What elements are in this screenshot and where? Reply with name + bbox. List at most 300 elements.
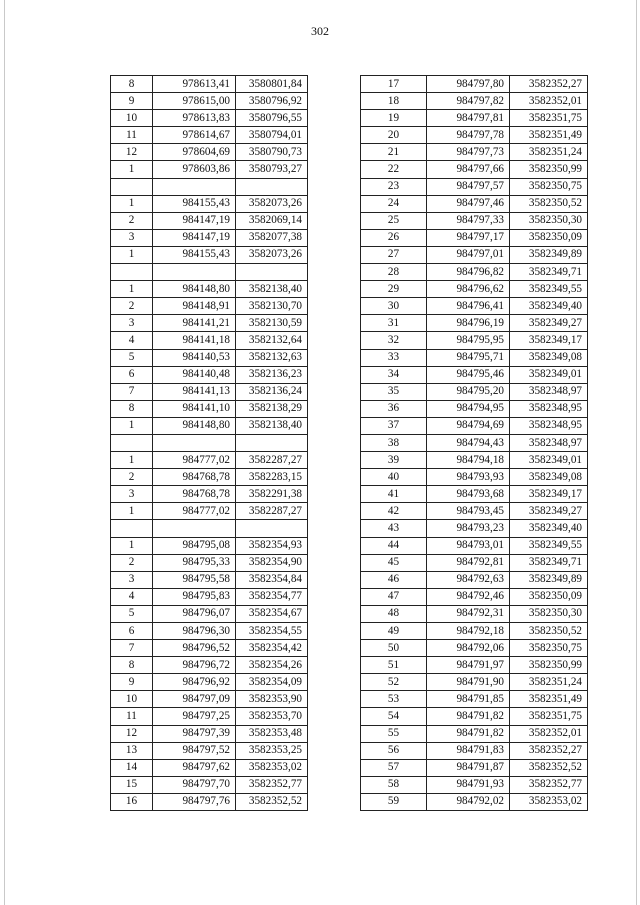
point-number-cell: 3 bbox=[111, 486, 153, 503]
y-coordinate-cell: 3582349,08 bbox=[510, 349, 588, 366]
y-coordinate-cell: 3582069,14 bbox=[236, 212, 308, 229]
x-coordinate-cell: 984140,48 bbox=[153, 366, 236, 383]
point-number-cell: 54 bbox=[361, 708, 427, 725]
x-coordinate-cell: 978613,83 bbox=[153, 110, 236, 127]
table-row bbox=[111, 571, 308, 588]
y-coordinate-cell: 3582349,27 bbox=[510, 315, 588, 332]
point-number-cell: 12 bbox=[111, 725, 153, 742]
y-coordinate-cell: 3582354,84 bbox=[236, 571, 308, 588]
y-coordinate-cell: 3582354,77 bbox=[236, 588, 308, 605]
y-coordinate-cell: 3582073,26 bbox=[236, 195, 308, 212]
x-coordinate-cell: 984797,73 bbox=[427, 144, 510, 161]
y-coordinate-cell: 3582351,24 bbox=[510, 674, 588, 691]
point-number-cell: 2 bbox=[111, 554, 153, 571]
x-coordinate-cell: 984792,18 bbox=[427, 623, 510, 640]
point-number-cell: 13 bbox=[111, 742, 153, 759]
table-row bbox=[361, 486, 588, 503]
point-number-cell: 4 bbox=[111, 588, 153, 605]
point-number-cell: 19 bbox=[361, 110, 427, 127]
table-row bbox=[111, 315, 308, 332]
table-row bbox=[111, 657, 308, 674]
x-coordinate-cell: 984792,31 bbox=[427, 605, 510, 622]
table-row bbox=[361, 708, 588, 725]
x-coordinate-cell: 984796,82 bbox=[427, 264, 510, 281]
point-number-cell: 6 bbox=[111, 366, 153, 383]
x-coordinate-cell: 984796,30 bbox=[153, 623, 236, 640]
point-number-cell: 39 bbox=[361, 452, 427, 469]
point-number-cell bbox=[111, 520, 153, 537]
y-coordinate-cell: 3582291,38 bbox=[236, 486, 308, 503]
point-number-cell: 38 bbox=[361, 434, 427, 451]
table-row bbox=[111, 127, 308, 144]
x-coordinate-cell: 984796,19 bbox=[427, 315, 510, 332]
x-coordinate-cell: 984797,01 bbox=[427, 246, 510, 263]
y-coordinate-cell: 3582352,77 bbox=[236, 776, 308, 793]
point-number-cell: 36 bbox=[361, 400, 427, 417]
y-coordinate-cell: 3582132,64 bbox=[236, 332, 308, 349]
table-row bbox=[361, 212, 588, 229]
point-number-cell: 3 bbox=[111, 571, 153, 588]
table-row bbox=[111, 725, 308, 742]
table-row bbox=[111, 195, 308, 212]
x-coordinate-cell: 978604,69 bbox=[153, 144, 236, 161]
y-coordinate-cell: 3582138,40 bbox=[236, 417, 308, 434]
y-coordinate-cell: 3582350,52 bbox=[510, 623, 588, 640]
table-row bbox=[361, 674, 588, 691]
x-coordinate-cell: 984768,78 bbox=[153, 486, 236, 503]
x-coordinate-cell: 984777,02 bbox=[153, 452, 236, 469]
point-number-cell: 7 bbox=[111, 640, 153, 657]
x-coordinate-cell: 984792,02 bbox=[427, 793, 510, 810]
x-coordinate-cell: 984795,08 bbox=[153, 537, 236, 554]
table-row bbox=[111, 469, 308, 486]
scan-edge-right bbox=[636, 0, 637, 905]
point-number-cell: 51 bbox=[361, 657, 427, 674]
y-coordinate-cell: 3582349,55 bbox=[510, 281, 588, 298]
x-coordinate-cell: 984792,46 bbox=[427, 588, 510, 605]
table-row bbox=[111, 178, 308, 195]
x-coordinate-cell: 984155,43 bbox=[153, 246, 236, 263]
x-coordinate-cell: 984141,13 bbox=[153, 383, 236, 400]
table-row bbox=[111, 110, 308, 127]
y-coordinate-cell: 3582350,75 bbox=[510, 178, 588, 195]
point-number-cell: 4 bbox=[111, 332, 153, 349]
table-row bbox=[361, 264, 588, 281]
point-number-cell: 42 bbox=[361, 503, 427, 520]
y-coordinate-cell: 3582354,93 bbox=[236, 537, 308, 554]
x-coordinate-cell: 984797,70 bbox=[153, 776, 236, 793]
y-coordinate-cell bbox=[236, 264, 308, 281]
x-coordinate-cell: 984793,01 bbox=[427, 537, 510, 554]
x-coordinate-cell: 984791,82 bbox=[427, 725, 510, 742]
x-coordinate-cell: 984797,46 bbox=[427, 195, 510, 212]
x-coordinate-cell: 984797,82 bbox=[427, 93, 510, 110]
table-row bbox=[111, 623, 308, 640]
point-number-cell: 14 bbox=[111, 759, 153, 776]
table-row bbox=[111, 264, 308, 281]
table-row bbox=[111, 708, 308, 725]
y-coordinate-cell: 3582350,99 bbox=[510, 657, 588, 674]
y-coordinate-cell: 3582352,27 bbox=[510, 742, 588, 759]
x-coordinate-cell: 984797,39 bbox=[153, 725, 236, 742]
point-number-cell: 27 bbox=[361, 246, 427, 263]
x-coordinate-cell: 984768,78 bbox=[153, 469, 236, 486]
table-body bbox=[361, 76, 588, 811]
y-coordinate-cell: 3582077,38 bbox=[236, 229, 308, 246]
point-number-cell: 5 bbox=[111, 349, 153, 366]
table-row bbox=[111, 400, 308, 417]
x-coordinate-cell: 984795,95 bbox=[427, 332, 510, 349]
table-row bbox=[111, 417, 308, 434]
x-coordinate-cell: 984795,71 bbox=[427, 349, 510, 366]
table-row bbox=[361, 281, 588, 298]
table-row bbox=[111, 759, 308, 776]
table-row bbox=[361, 315, 588, 332]
y-coordinate-cell: 3582350,09 bbox=[510, 229, 588, 246]
y-coordinate-cell: 3582349,55 bbox=[510, 537, 588, 554]
x-coordinate-cell: 984796,41 bbox=[427, 298, 510, 315]
table-row bbox=[111, 605, 308, 622]
table-row bbox=[361, 349, 588, 366]
y-coordinate-cell: 3580796,92 bbox=[236, 93, 308, 110]
x-coordinate-cell: 978613,41 bbox=[153, 76, 236, 93]
x-coordinate-cell: 984795,20 bbox=[427, 383, 510, 400]
point-number-cell: 1 bbox=[111, 503, 153, 520]
y-coordinate-cell: 3580796,55 bbox=[236, 110, 308, 127]
table-row bbox=[111, 212, 308, 229]
y-coordinate-cell: 3582351,49 bbox=[510, 691, 588, 708]
y-coordinate-cell: 3582132,63 bbox=[236, 349, 308, 366]
table-row bbox=[111, 366, 308, 383]
table-row bbox=[111, 93, 308, 110]
point-number-cell: 53 bbox=[361, 691, 427, 708]
point-number-cell: 3 bbox=[111, 315, 153, 332]
y-coordinate-cell: 3582350,99 bbox=[510, 161, 588, 178]
point-number-cell: 49 bbox=[361, 623, 427, 640]
x-coordinate-cell: 984791,82 bbox=[427, 708, 510, 725]
y-coordinate-cell: 3582350,30 bbox=[510, 212, 588, 229]
x-coordinate-cell: 984140,53 bbox=[153, 349, 236, 366]
x-coordinate-cell: 984797,25 bbox=[153, 708, 236, 725]
table-row bbox=[111, 691, 308, 708]
point-number-cell: 1 bbox=[111, 537, 153, 554]
y-coordinate-cell: 3582354,55 bbox=[236, 623, 308, 640]
table-row bbox=[111, 640, 308, 657]
y-coordinate-cell: 3582350,52 bbox=[510, 195, 588, 212]
y-coordinate-cell: 3582354,26 bbox=[236, 657, 308, 674]
y-coordinate-cell: 3582287,27 bbox=[236, 503, 308, 520]
point-number-cell: 46 bbox=[361, 571, 427, 588]
point-number-cell: 30 bbox=[361, 298, 427, 315]
y-coordinate-cell: 3582136,23 bbox=[236, 366, 308, 383]
x-coordinate-cell: 984795,33 bbox=[153, 554, 236, 571]
point-number-cell: 10 bbox=[111, 110, 153, 127]
table-row bbox=[361, 298, 588, 315]
table-row bbox=[111, 452, 308, 469]
x-coordinate-cell: 984141,10 bbox=[153, 400, 236, 417]
point-number-cell: 40 bbox=[361, 469, 427, 486]
point-number-cell bbox=[111, 264, 153, 281]
point-number-cell: 3 bbox=[111, 229, 153, 246]
point-number-cell: 47 bbox=[361, 588, 427, 605]
point-number-cell: 34 bbox=[361, 366, 427, 383]
y-coordinate-cell: 3582353,70 bbox=[236, 708, 308, 725]
x-coordinate-cell: 984148,80 bbox=[153, 417, 236, 434]
x-coordinate-cell: 984796,72 bbox=[153, 657, 236, 674]
table-row bbox=[361, 623, 588, 640]
point-number-cell: 29 bbox=[361, 281, 427, 298]
point-number-cell: 21 bbox=[361, 144, 427, 161]
point-number-cell: 59 bbox=[361, 793, 427, 810]
y-coordinate-cell: 3582349,40 bbox=[510, 520, 588, 537]
x-coordinate-cell: 984141,18 bbox=[153, 332, 236, 349]
table-row bbox=[361, 520, 588, 537]
x-coordinate-cell: 984797,57 bbox=[427, 178, 510, 195]
x-coordinate-cell: 984791,90 bbox=[427, 674, 510, 691]
point-number-cell: 26 bbox=[361, 229, 427, 246]
x-coordinate-cell: 984148,80 bbox=[153, 281, 236, 298]
y-coordinate-cell: 3580793,27 bbox=[236, 161, 308, 178]
y-coordinate-cell: 3582348,95 bbox=[510, 417, 588, 434]
y-coordinate-cell: 3582352,01 bbox=[510, 725, 588, 742]
y-coordinate-cell: 3582350,30 bbox=[510, 605, 588, 622]
point-number-cell: 1 bbox=[111, 452, 153, 469]
y-coordinate-cell: 3582130,59 bbox=[236, 315, 308, 332]
y-coordinate-cell: 3582349,89 bbox=[510, 571, 588, 588]
x-coordinate-cell: 984794,43 bbox=[427, 434, 510, 451]
x-coordinate-cell: 984797,33 bbox=[427, 212, 510, 229]
table-row bbox=[111, 793, 308, 810]
x-coordinate-cell bbox=[153, 434, 236, 451]
table-row bbox=[361, 195, 588, 212]
page-number: 302 bbox=[311, 24, 329, 38]
point-number-cell: 35 bbox=[361, 383, 427, 400]
table-row bbox=[111, 229, 308, 246]
point-number-cell: 2 bbox=[111, 212, 153, 229]
point-number-cell: 18 bbox=[361, 93, 427, 110]
table-row bbox=[111, 246, 308, 263]
x-coordinate-cell: 984777,02 bbox=[153, 503, 236, 520]
point-number-cell: 28 bbox=[361, 264, 427, 281]
table-row bbox=[111, 281, 308, 298]
table-row bbox=[361, 588, 588, 605]
y-coordinate-cell: 3582138,29 bbox=[236, 400, 308, 417]
table-row bbox=[111, 742, 308, 759]
point-number-cell: 2 bbox=[111, 298, 153, 315]
y-coordinate-cell: 3582283,15 bbox=[236, 469, 308, 486]
x-coordinate-cell: 984792,06 bbox=[427, 640, 510, 657]
point-number-cell: 11 bbox=[111, 708, 153, 725]
y-coordinate-cell: 3582349,01 bbox=[510, 366, 588, 383]
y-coordinate-cell: 3582138,40 bbox=[236, 281, 308, 298]
table-row bbox=[361, 742, 588, 759]
table-row bbox=[361, 452, 588, 469]
point-number-cell: 48 bbox=[361, 605, 427, 622]
x-coordinate-cell: 984793,45 bbox=[427, 503, 510, 520]
x-coordinate-cell: 984141,21 bbox=[153, 315, 236, 332]
point-number-cell: 58 bbox=[361, 776, 427, 793]
y-coordinate-cell bbox=[236, 178, 308, 195]
table-row bbox=[361, 571, 588, 588]
point-number-cell: 10 bbox=[111, 691, 153, 708]
point-number-cell: 5 bbox=[111, 605, 153, 622]
y-coordinate-cell: 3582349,17 bbox=[510, 486, 588, 503]
table-row bbox=[111, 537, 308, 554]
table-row bbox=[361, 127, 588, 144]
point-number-cell: 25 bbox=[361, 212, 427, 229]
y-coordinate-cell: 3582353,02 bbox=[510, 793, 588, 810]
table-row bbox=[111, 503, 308, 520]
x-coordinate-cell: 978603,86 bbox=[153, 161, 236, 178]
y-coordinate-cell: 3582349,71 bbox=[510, 554, 588, 571]
point-number-cell: 33 bbox=[361, 349, 427, 366]
y-coordinate-cell: 3582349,01 bbox=[510, 452, 588, 469]
table-row bbox=[111, 298, 308, 315]
x-coordinate-cell: 984155,43 bbox=[153, 195, 236, 212]
table-row bbox=[361, 93, 588, 110]
table-row bbox=[361, 759, 588, 776]
table-row bbox=[361, 383, 588, 400]
table-row bbox=[111, 588, 308, 605]
point-number-cell: 37 bbox=[361, 417, 427, 434]
x-coordinate-cell: 984791,83 bbox=[427, 742, 510, 759]
x-coordinate-cell: 984791,97 bbox=[427, 657, 510, 674]
point-number-cell: 9 bbox=[111, 674, 153, 691]
x-coordinate-cell: 984791,87 bbox=[427, 759, 510, 776]
y-coordinate-cell: 3582354,42 bbox=[236, 640, 308, 657]
point-number-cell: 8 bbox=[111, 657, 153, 674]
table-row bbox=[111, 144, 308, 161]
y-coordinate-cell: 3582351,24 bbox=[510, 144, 588, 161]
y-coordinate-cell: 3582349,27 bbox=[510, 503, 588, 520]
y-coordinate-cell: 3582352,52 bbox=[236, 793, 308, 810]
y-coordinate-cell: 3582348,97 bbox=[510, 434, 588, 451]
point-number-cell: 11 bbox=[111, 127, 153, 144]
y-coordinate-cell: 3582349,89 bbox=[510, 246, 588, 263]
table-row bbox=[111, 161, 308, 178]
point-number-cell: 23 bbox=[361, 178, 427, 195]
point-number-cell: 8 bbox=[111, 76, 153, 93]
x-coordinate-cell: 984794,95 bbox=[427, 400, 510, 417]
point-number-cell: 17 bbox=[361, 76, 427, 93]
table-row bbox=[361, 657, 588, 674]
table-row bbox=[361, 400, 588, 417]
table-row bbox=[361, 332, 588, 349]
x-coordinate-cell: 984147,19 bbox=[153, 212, 236, 229]
point-number-cell: 1 bbox=[111, 417, 153, 434]
point-number-cell: 31 bbox=[361, 315, 427, 332]
point-number-cell: 52 bbox=[361, 674, 427, 691]
x-coordinate-cell: 984147,19 bbox=[153, 229, 236, 246]
point-number-cell: 2 bbox=[111, 469, 153, 486]
table-row bbox=[361, 503, 588, 520]
y-coordinate-cell: 3582349,08 bbox=[510, 469, 588, 486]
table-row bbox=[111, 554, 308, 571]
table-row bbox=[361, 640, 588, 657]
x-coordinate-cell: 984793,23 bbox=[427, 520, 510, 537]
table-row bbox=[361, 144, 588, 161]
table-row bbox=[361, 554, 588, 571]
table-row bbox=[361, 366, 588, 383]
y-coordinate-cell: 3580794,01 bbox=[236, 127, 308, 144]
x-coordinate-cell: 984797,52 bbox=[153, 742, 236, 759]
y-coordinate-cell: 3582353,02 bbox=[236, 759, 308, 776]
y-coordinate-cell: 3582349,40 bbox=[510, 298, 588, 315]
table-row bbox=[361, 110, 588, 127]
table-row bbox=[361, 246, 588, 263]
table-row bbox=[111, 383, 308, 400]
x-coordinate-cell: 984148,91 bbox=[153, 298, 236, 315]
table-row bbox=[361, 229, 588, 246]
x-coordinate-cell: 984797,62 bbox=[153, 759, 236, 776]
x-coordinate-cell: 984791,85 bbox=[427, 691, 510, 708]
y-coordinate-cell: 3582354,09 bbox=[236, 674, 308, 691]
y-coordinate-cell: 3582353,48 bbox=[236, 725, 308, 742]
y-coordinate-cell: 3580790,73 bbox=[236, 144, 308, 161]
x-coordinate-cell: 984795,58 bbox=[153, 571, 236, 588]
table-row bbox=[361, 793, 588, 810]
point-number-cell bbox=[111, 434, 153, 451]
point-number-cell: 55 bbox=[361, 725, 427, 742]
point-number-cell: 43 bbox=[361, 520, 427, 537]
x-coordinate-cell bbox=[153, 264, 236, 281]
table-row bbox=[361, 537, 588, 554]
point-number-cell: 50 bbox=[361, 640, 427, 657]
x-coordinate-cell: 984797,81 bbox=[427, 110, 510, 127]
point-number-cell: 22 bbox=[361, 161, 427, 178]
y-coordinate-cell: 3582354,90 bbox=[236, 554, 308, 571]
table-row bbox=[111, 674, 308, 691]
point-number-cell: 56 bbox=[361, 742, 427, 759]
table-row bbox=[361, 469, 588, 486]
x-coordinate-cell: 978614,67 bbox=[153, 127, 236, 144]
point-number-cell: 1 bbox=[111, 195, 153, 212]
x-coordinate-cell: 984795,83 bbox=[153, 588, 236, 605]
table-row bbox=[111, 776, 308, 793]
x-coordinate-cell: 984792,63 bbox=[427, 571, 510, 588]
table-row bbox=[361, 776, 588, 793]
point-number-cell: 44 bbox=[361, 537, 427, 554]
point-number-cell: 15 bbox=[111, 776, 153, 793]
coordinates-table-right bbox=[360, 75, 588, 811]
point-number-cell: 41 bbox=[361, 486, 427, 503]
point-number-cell: 9 bbox=[111, 93, 153, 110]
table-row bbox=[361, 417, 588, 434]
y-coordinate-cell: 3582073,26 bbox=[236, 246, 308, 263]
x-coordinate-cell: 984797,66 bbox=[427, 161, 510, 178]
table-row bbox=[111, 520, 308, 537]
y-coordinate-cell: 3582354,67 bbox=[236, 605, 308, 622]
y-coordinate-cell: 3582350,09 bbox=[510, 588, 588, 605]
y-coordinate-cell: 3582351,49 bbox=[510, 127, 588, 144]
y-coordinate-cell: 3582348,97 bbox=[510, 383, 588, 400]
y-coordinate-cell: 3582348,95 bbox=[510, 400, 588, 417]
y-coordinate-cell: 3582353,25 bbox=[236, 742, 308, 759]
table-row bbox=[361, 161, 588, 178]
x-coordinate-cell: 984796,07 bbox=[153, 605, 236, 622]
x-coordinate-cell: 984797,17 bbox=[427, 229, 510, 246]
table-row bbox=[361, 691, 588, 708]
y-coordinate-cell: 3582352,77 bbox=[510, 776, 588, 793]
point-number-cell: 1 bbox=[111, 161, 153, 178]
x-coordinate-cell: 978615,00 bbox=[153, 93, 236, 110]
point-number-cell: 57 bbox=[361, 759, 427, 776]
x-coordinate-cell: 984797,09 bbox=[153, 691, 236, 708]
x-coordinate-cell: 984796,62 bbox=[427, 281, 510, 298]
point-number-cell: 24 bbox=[361, 195, 427, 212]
x-coordinate-cell: 984795,46 bbox=[427, 366, 510, 383]
point-number-cell: 45 bbox=[361, 554, 427, 571]
